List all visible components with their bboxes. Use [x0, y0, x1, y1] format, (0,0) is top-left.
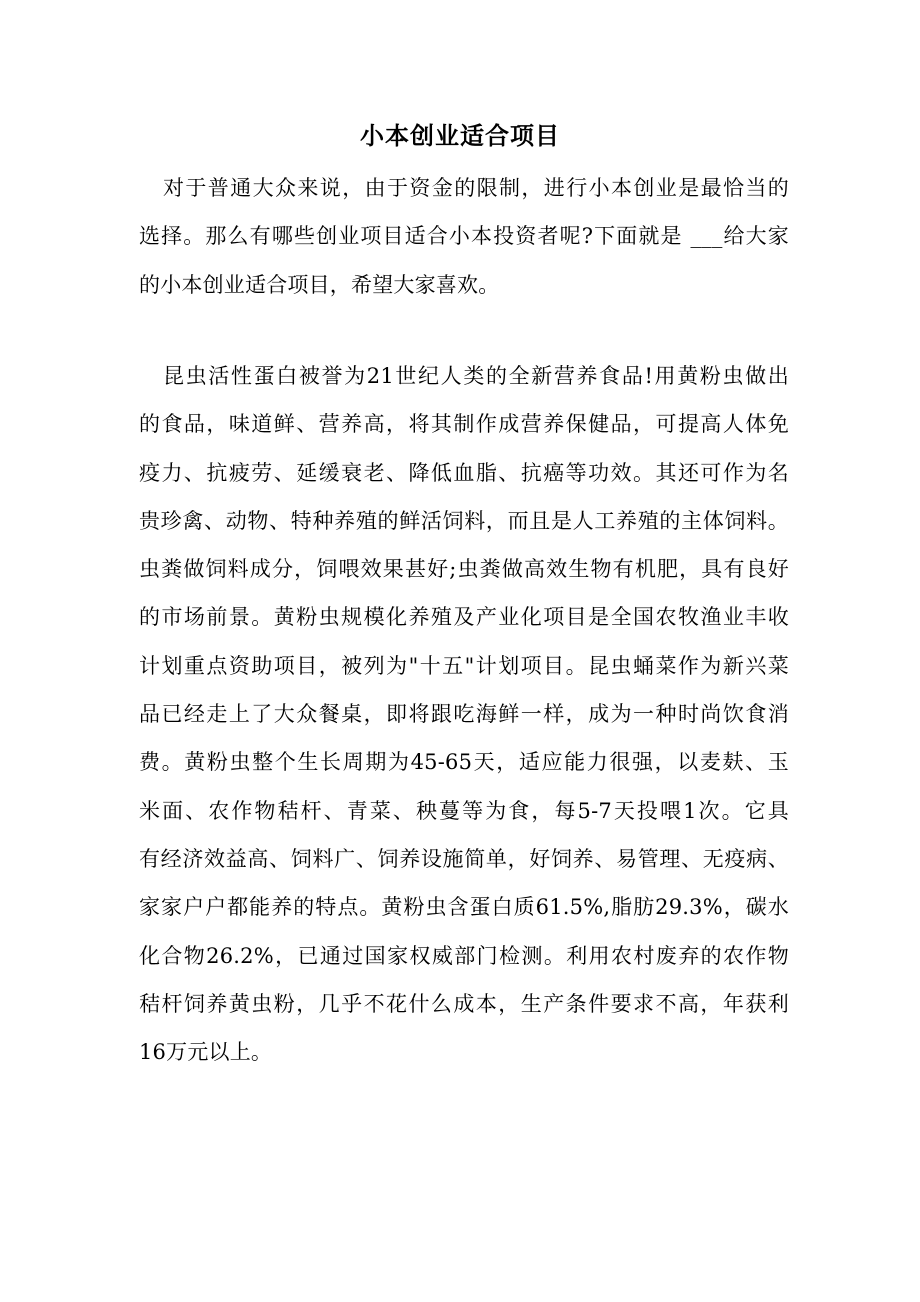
paragraph-line: 疫力、抗疲劳、延缓衰老、降低血脂、抗癌等功效。其还可作为名 — [139, 460, 789, 485]
paragraph-line: 选择。那么有哪些创业项目适合小本投资者呢?下面就是 ___给大家 — [139, 224, 789, 249]
paragraph-line: 昆虫活性蛋白被誉为21世纪人类的全新营养食品!用黄粉虫做出 — [163, 364, 789, 388]
paragraph-line: 16万元以上。 — [139, 1040, 273, 1065]
paragraph-line: 化合物26.2%，已通过国家权威部门检测。利用农村废弃的农作物 — [139, 943, 789, 968]
paragraph-line: 家家户户都能养的特点。黄粉虫含蛋白质61.5%,脂肪29.3%，碳水 — [139, 895, 789, 920]
paragraph-line: 贵珍禽、动物、特种养殖的鲜活饲料，而且是人工养殖的主体饲料。 — [139, 508, 789, 533]
paragraph-line: 品已经走上了大众餐桌，即将跟吃海鲜一样，成为一种时尚饮食消 — [139, 702, 789, 727]
paragraph-line: 对于普通大众来说，由于资金的限制，进行小本创业是最恰当的 — [163, 176, 789, 200]
paragraph-line: 的食品，味道鲜、营养高，将其制作成营养保健品，可提高人体免 — [139, 412, 789, 437]
paragraph-line: 的小本创业适合项目，希望大家喜欢。 — [139, 272, 500, 297]
intro-paragraph — [139, 164, 789, 309]
document-title: 小本创业适合项目 — [360, 122, 560, 150]
paragraph-line: 有经济效益高、饲料广、饲养设施简单，好饲养、易管理、无疫病、 — [139, 846, 789, 871]
paragraph-line: 计划重点资助项目，被列为"十五"计划项目。昆虫蛹菜作为新兴菜 — [139, 653, 789, 678]
mealworm-paragraph — [139, 352, 789, 1076]
paragraph-line: 秸杆饲养黄虫粉，几乎不花什么成本，生产条件要求不高，年获利 — [139, 991, 789, 1016]
paragraph-line: 费。黄粉虫整个生长周期为45-65天，适应能力很强，以麦麸、玉 — [139, 750, 789, 775]
paragraph-line: 虫粪做饲料成分，饲喂效果甚好;虫粪做高效生物有机肥，具有良好 — [139, 557, 789, 582]
paragraph-line: 米面、农作物秸杆、青菜、秧蔓等为食，每5-7天投喂1次。它具 — [139, 798, 789, 823]
paragraph-line: 的市场前景。黄粉虫规模化养殖及产业化项目是全国农牧渔业丰收 — [139, 605, 789, 630]
